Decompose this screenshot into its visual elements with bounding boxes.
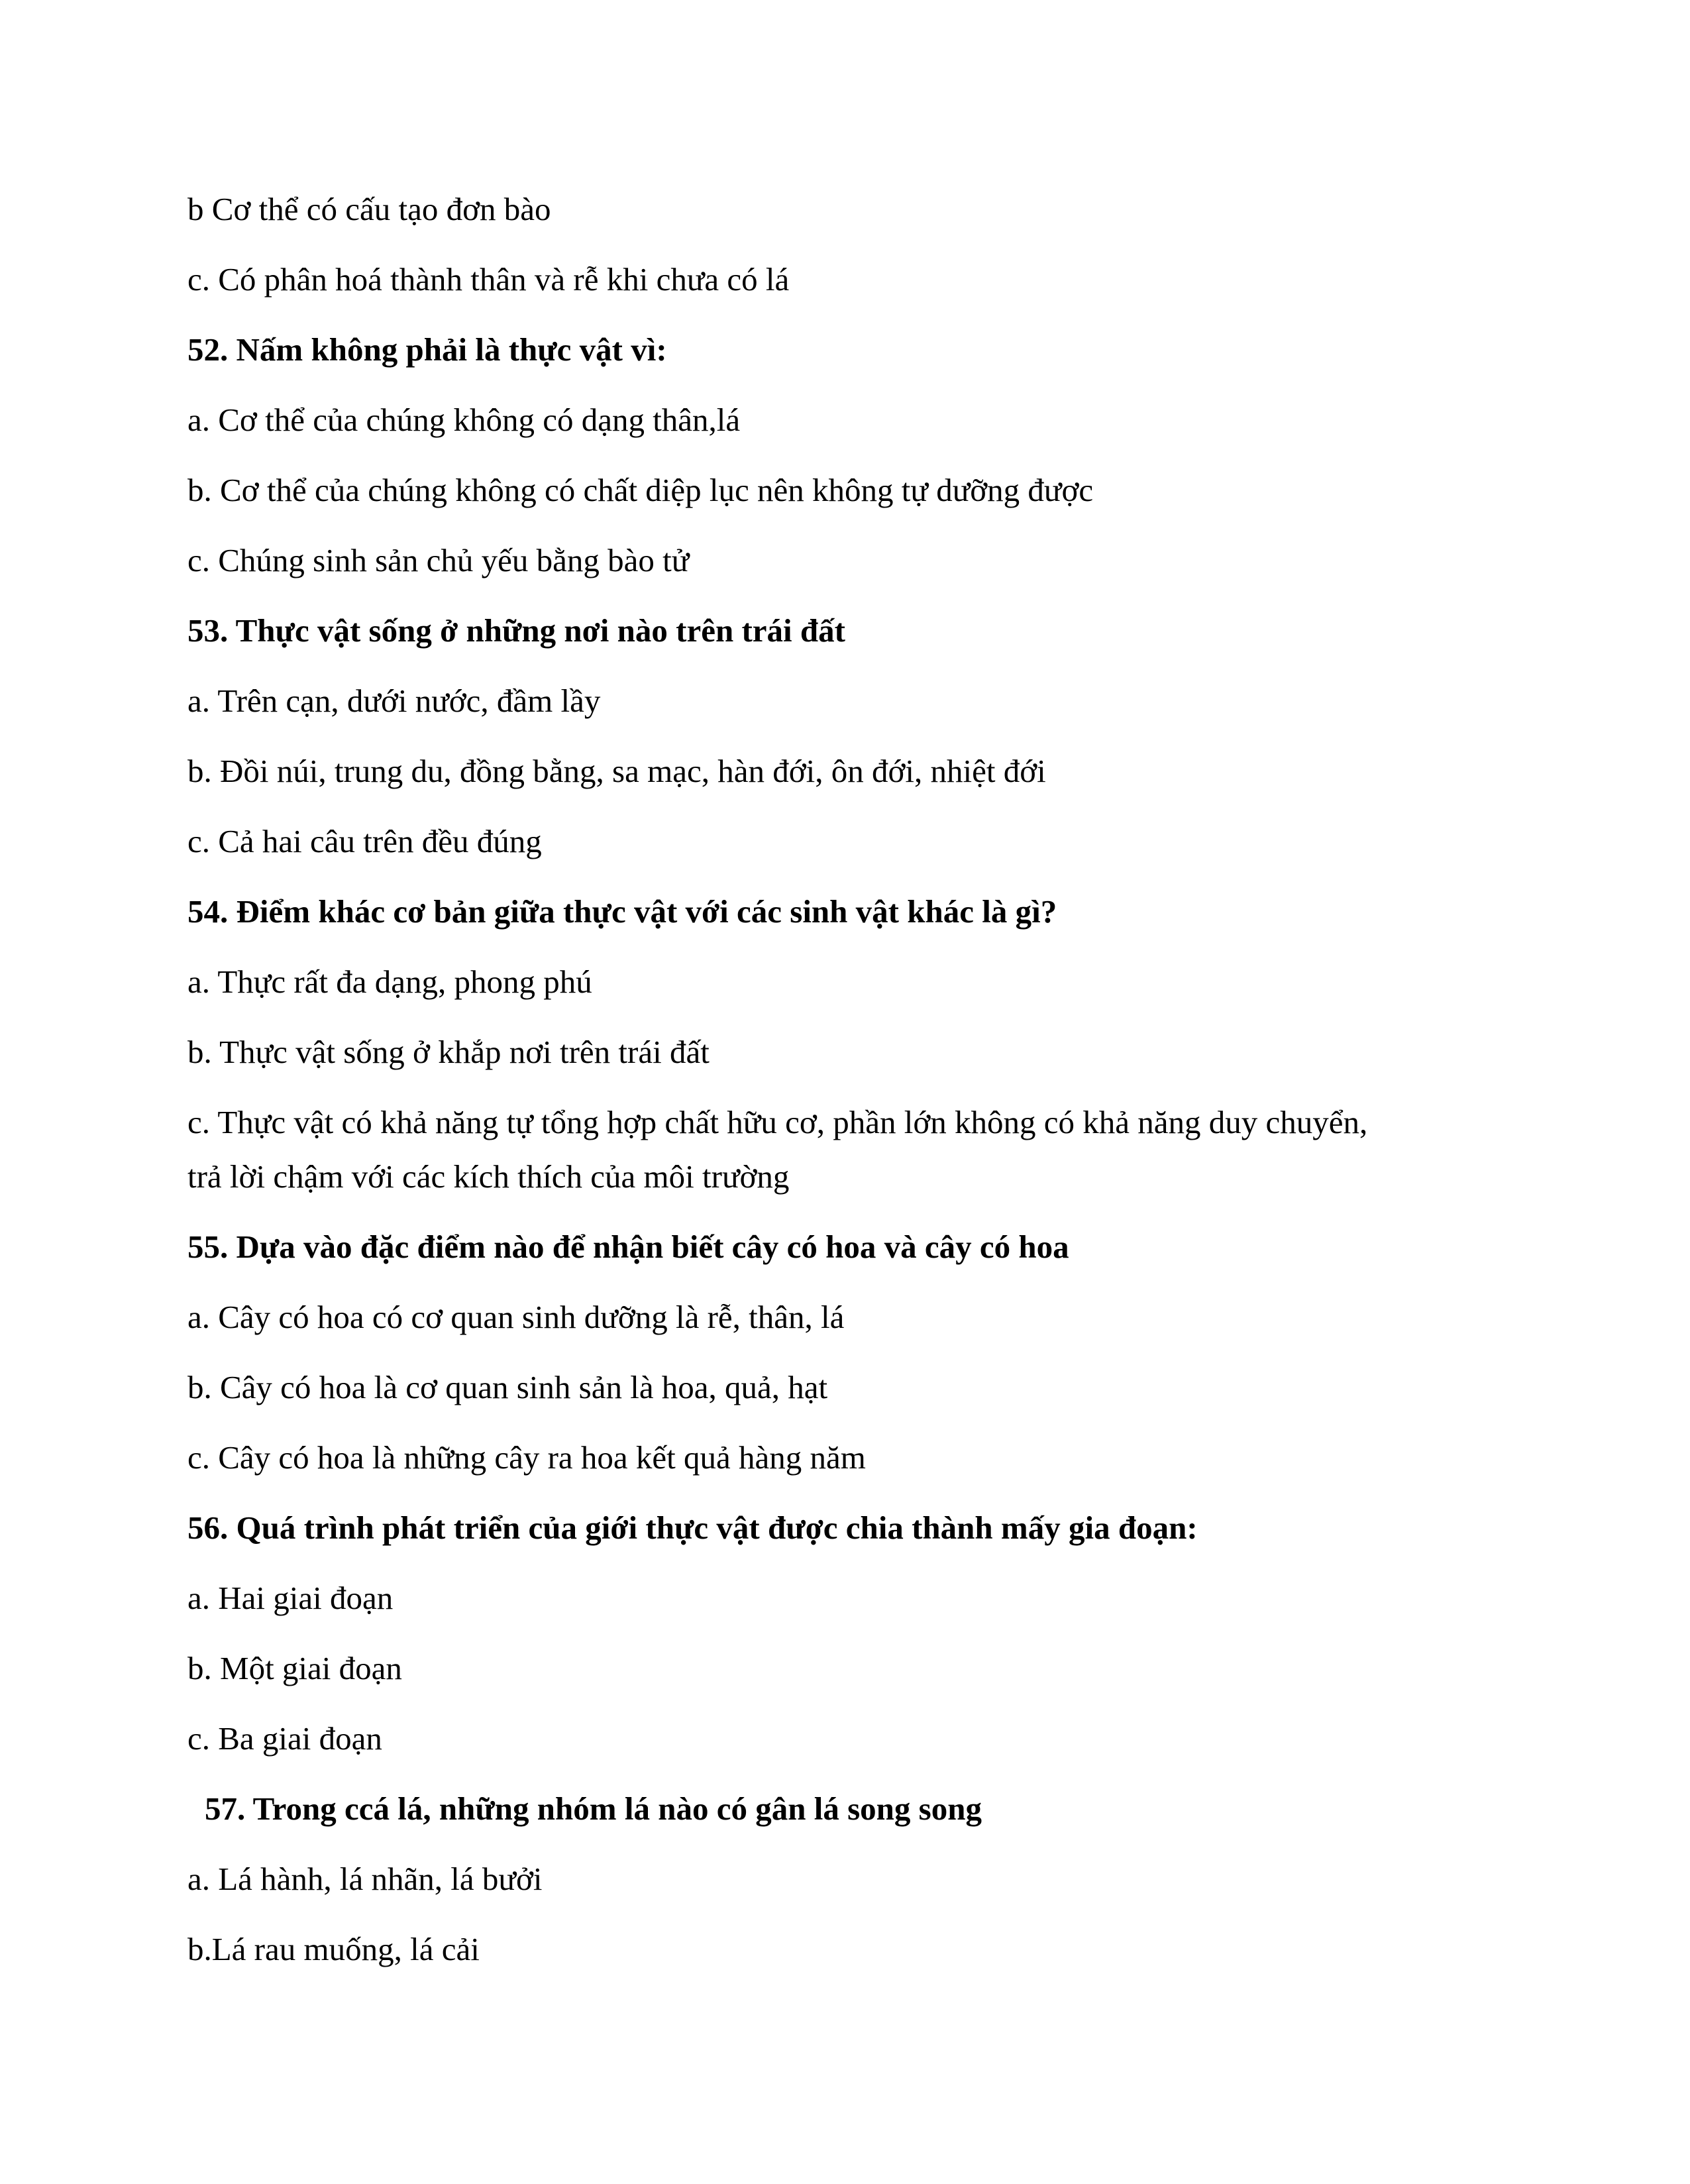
- question-54: 54. Điểm khác cơ bản giữa thực vật với các sinh vật khác là gì?: [187, 893, 1057, 930]
- option-text: b. Thực vật sống ở khắp nơi trên trái đất: [187, 1034, 710, 1070]
- option-text: a. Hai giai đoạn: [187, 1580, 394, 1616]
- option-text: c. Ba giai đoạn: [187, 1720, 382, 1757]
- option-text: c. Chúng sinh sản chủ yếu bằng bào tử: [187, 542, 690, 578]
- option-text: a. Lá hành, lá nhãn, lá bưởi: [187, 1861, 543, 1897]
- question-52: 52. Nấm không phải là thực vật vì:: [187, 331, 667, 368]
- option-text: b Cơ thể có cấu tạo đơn bào: [187, 191, 551, 227]
- option-text: c. Cây có hoa là những cây ra hoa kết quả hàng năm: [187, 1439, 866, 1476]
- option-text: c. Có phân hoá thành thân và rễ khi chưa có lá: [187, 261, 790, 298]
- question-53: 53. Thực vật sống ở những nơi nào trên trái đất: [187, 612, 845, 649]
- question-57: 57. Trong ccá lá, những nhóm lá nào có gân lá song song: [205, 1790, 982, 1827]
- option-text: b. Đồi núi, trung du, đồng bằng, sa mạc, hàn đới, ôn đới, nhiệt đới: [187, 753, 1046, 789]
- option-text: b. Cây có hoa là cơ quan sinh sản là hoa, quả, hạt: [187, 1369, 828, 1405]
- option-text: c. Thực vật có khả năng tự tổng hợp chất hữu cơ, phần lớn không có khả năng duy chuyển,: [187, 1104, 1368, 1140]
- option-text-continued: trả lời chậm với các kích thích của môi trường: [187, 1158, 790, 1195]
- option-text: c. Cả hai câu trên đều đúng: [187, 823, 542, 859]
- option-text: a. Thực rất đa dạng, phong phú: [187, 963, 592, 1000]
- option-text: a. Trên cạn, dưới nước, đầm lầy: [187, 682, 601, 719]
- question-56: 56. Quá trình phát triển của giới thực vật được chia thành mấy gia đoạn:: [187, 1509, 1198, 1546]
- option-text: b. Cơ thể của chúng không có chất diệp lục nên không tự dưỡng được: [187, 472, 1094, 508]
- option-text: b. Một giai đoạn: [187, 1650, 402, 1686]
- option-text: a. Cây có hoa có cơ quan sinh dưỡng là rễ, thân, lá: [187, 1299, 845, 1335]
- question-55: 55. Dựa vào đặc điểm nào để nhận biết cây có hoa và cây có hoa: [187, 1228, 1069, 1265]
- option-text: b.Lá rau muống, lá cải: [187, 1931, 480, 1967]
- option-text: a. Cơ thể của chúng không có dạng thân,lá: [187, 402, 741, 438]
